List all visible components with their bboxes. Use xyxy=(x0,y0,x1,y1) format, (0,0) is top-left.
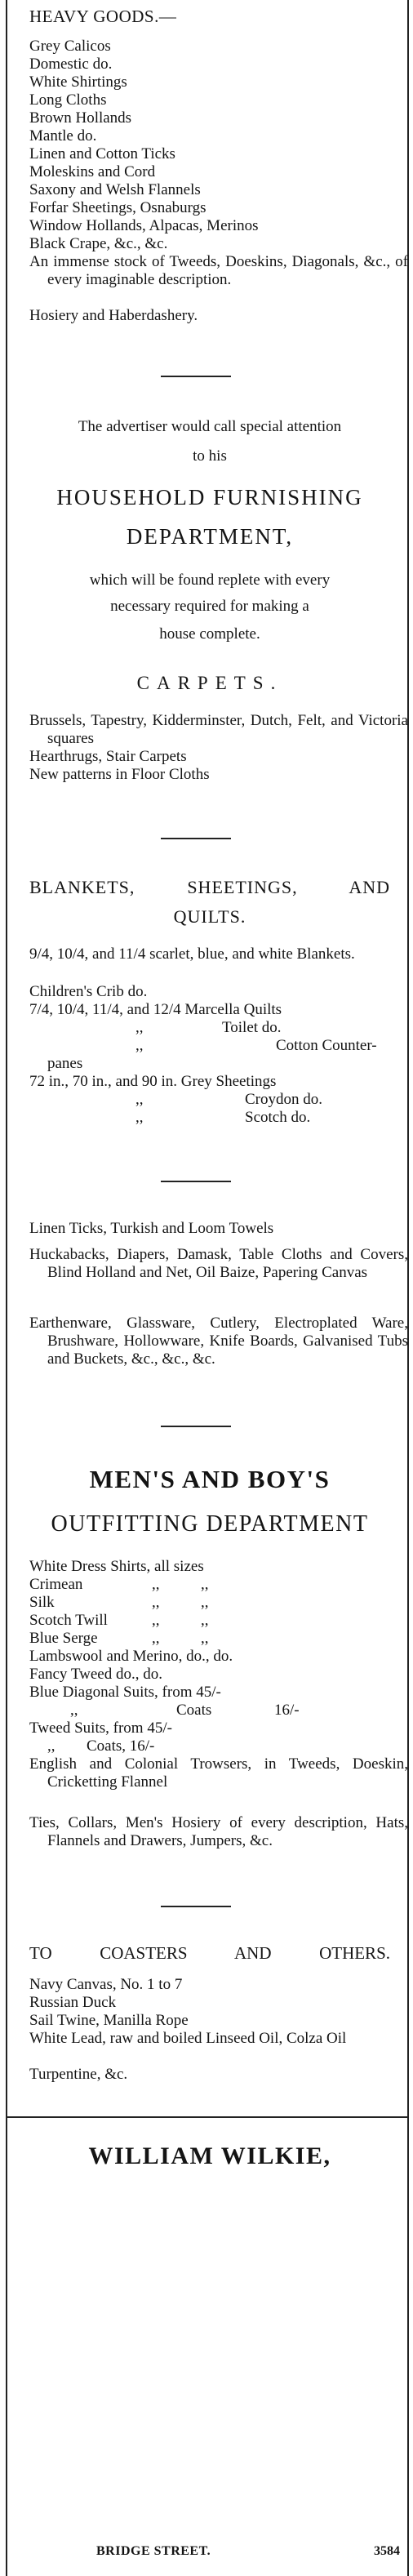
list-item: 9/4, 10/4, and 11/4 scarlet, blue, and white Blankets. xyxy=(29,945,355,963)
outfitting-heading: MEN'S AND BOY'S xyxy=(89,1465,331,1493)
list-item: Domestic do. xyxy=(29,56,113,73)
divider xyxy=(161,1906,231,1907)
list-item: Silk xyxy=(29,1594,55,1611)
list-item: Scotch do. xyxy=(245,1109,311,1126)
attention-text: The advertiser would call special attention xyxy=(78,418,342,435)
right-border xyxy=(407,0,409,2576)
list-item: Fancy Tweed do., do. xyxy=(29,1666,162,1683)
ditto-mark: ,, xyxy=(201,1612,209,1629)
list-item: 16/- xyxy=(274,1702,300,1719)
list-item: Coats xyxy=(176,1702,212,1719)
ditto-mark: ,, xyxy=(70,1702,78,1719)
divider xyxy=(161,1181,231,1182)
ditto-mark: ,, xyxy=(135,1109,144,1126)
list-item: Turpentine, &c. xyxy=(29,2066,128,2083)
list-item: English and Colonial Trowsers, in Tweeds, Doeskin, Cricketting Flannel xyxy=(29,1755,408,1791)
list-item: Toilet do. xyxy=(222,1019,282,1036)
advertiser-name: WILLIAM WILKIE, xyxy=(88,2142,331,2169)
household-heading: HOUSEHOLD FURNISHING xyxy=(56,485,363,509)
household-heading: DEPARTMENT, xyxy=(126,524,294,549)
ditto-mark: ,, xyxy=(201,1594,209,1611)
coasters-heading: TO COASTERS AND OTHERS. xyxy=(29,1943,390,1963)
household-desc: house complete. xyxy=(159,625,260,643)
ditto-mark: ,, xyxy=(135,1037,144,1054)
list-item: panes xyxy=(47,1055,83,1072)
ditto-mark: ,, xyxy=(152,1630,160,1647)
advert-number: 3584 xyxy=(374,2544,400,2558)
list-item: Hosiery and Haberdashery. xyxy=(29,307,198,324)
list-item: An immense stock of Tweeds, Doeskins, Diagonals, &c., of every imaginable description. xyxy=(29,253,408,288)
list-item: Croydon do. xyxy=(245,1091,322,1108)
list-item: Earthenware, Glassware, Cutlery, Electroplated Ware, Brushware, Hollowware, Knife Boards, Galvanised Tubs and Buckets, &c., &c., &c. xyxy=(29,1315,408,1368)
list-item: Moleskins and Cord xyxy=(29,163,156,180)
divider xyxy=(161,1426,231,1427)
blankets-heading: QUILTS. xyxy=(173,906,246,927)
divider xyxy=(161,376,231,377)
list-item: Scotch Twill xyxy=(29,1612,108,1629)
blankets-heading: BLANKETS, SHEETINGS, AND xyxy=(29,877,390,897)
divider xyxy=(161,838,231,839)
list-item: White Lead, raw and boiled Linseed Oil, Colza Oil xyxy=(29,2030,347,2047)
ditto-mark: ,, xyxy=(152,1576,160,1593)
list-item: Grey Calicos xyxy=(29,38,111,55)
ditto-mark: ,, xyxy=(152,1612,160,1629)
ditto-mark: ,, xyxy=(152,1594,160,1611)
attention-text: to his xyxy=(193,447,227,465)
list-item: Sail Twine, Manilla Rope xyxy=(29,2012,189,2029)
list-item: Black Crape, &c., &c. xyxy=(29,235,168,252)
list-item: Saxony and Welsh Flannels xyxy=(29,181,201,198)
list-item: Ties, Collars, Men's Hosiery of every description, Hats, Flannels and Drawers, Jumpers, &c. xyxy=(29,1814,408,1849)
list-item: 7/4, 10/4, 11/4, and 12/4 Marcella Quilts xyxy=(29,1001,282,1018)
list-item: Russian Duck xyxy=(29,1994,117,2011)
list-item: Navy Canvas, No. 1 to 7 xyxy=(29,1976,183,1993)
list-item: Tweed Suits, from 45/- xyxy=(29,1720,172,1737)
list-item: Brown Hollands xyxy=(29,109,132,127)
list-item: White Shirtings xyxy=(29,73,127,91)
list-item: Long Cloths xyxy=(29,91,107,109)
list-item: Blue Diagonal Suits, from 45/- xyxy=(29,1684,221,1701)
left-border xyxy=(6,0,7,2576)
ditto-mark: ,, xyxy=(47,1737,56,1755)
heavy-goods-heading: HEAVY GOODS.— xyxy=(29,7,177,26)
list-item: Children's Crib do. xyxy=(29,983,148,1000)
ditto-mark: ,, xyxy=(201,1576,209,1593)
list-item: Blue Serge xyxy=(29,1630,98,1647)
divider xyxy=(6,2116,409,2118)
outfitting-heading: OUTFITTING DEPARTMENT xyxy=(51,1511,369,1537)
list-item: Window Hollands, Alpacas, Merinos xyxy=(29,217,259,234)
household-desc: which will be found replete with every xyxy=(89,572,331,589)
street-address: BRIDGE STREET. xyxy=(96,2544,211,2558)
ditto-mark: ,, xyxy=(201,1630,209,1647)
list-item: Hearthrugs, Stair Carpets xyxy=(29,748,187,765)
carpets-heading: CARPETS. xyxy=(136,673,283,693)
ditto-mark: ,, xyxy=(135,1091,144,1108)
ditto-mark: ,, xyxy=(135,1019,144,1036)
list-item: New patterns in Floor Cloths xyxy=(29,766,210,783)
list-item: Cotton Counter- xyxy=(276,1037,377,1054)
list-item: Lambswool and Merino, do., do. xyxy=(29,1648,233,1665)
list-item: Crimean xyxy=(29,1576,83,1593)
list-item: Linen and Cotton Ticks xyxy=(29,145,175,162)
list-item: White Dress Shirts, all sizes xyxy=(29,1558,204,1575)
list-item: 72 in., 70 in., and 90 in. Grey Sheetings xyxy=(29,1073,277,1090)
list-item: Forfar Sheetings, Osnaburgs xyxy=(29,199,206,216)
list-item: Coats, 16/- xyxy=(87,1737,155,1755)
list-item: Brussels, Tapestry, Kidderminster, Dutch, Felt, and Victoria squares xyxy=(29,712,408,747)
list-item: Huckabacks, Diapers, Damask, Table Cloths and Covers, Blind Holland and Net, Oil Baize, Papering Canvas xyxy=(29,1246,408,1281)
household-desc: necessary required for making a xyxy=(110,598,309,615)
list-item: Mantle do. xyxy=(29,127,97,145)
list-item: Linen Ticks, Turkish and Loom Towels xyxy=(29,1220,274,1237)
